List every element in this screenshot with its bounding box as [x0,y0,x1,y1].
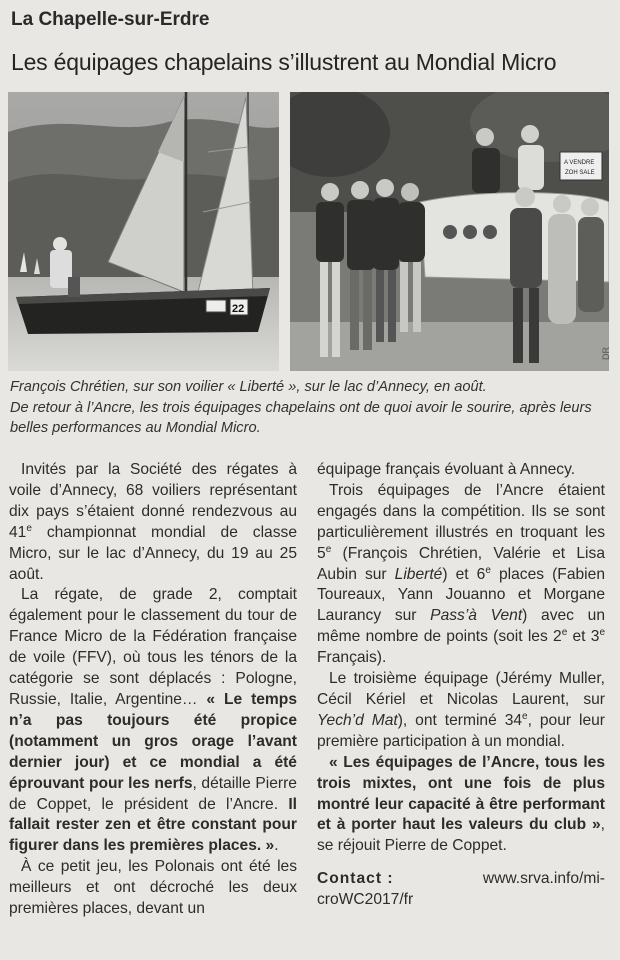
paragraph-4: Trois équipages de l’Ancre étaient engagés dans la compétition. Ils se sont particulièrement illustrés en troquant les 5e (François Chrétien, Valérie et Lisa Aubin sur Liberté) et 6e places (Fabien Toureaux, Yann Jouanno et Morgane Laurancy sur Pass’à Vent) avec un même nombre de points (soit les 2e et 3e Français). [317,481,605,667]
paragraph-1: Invités par la Société des régates à voile d’Annecy, 68 voiliers représentant dix pays s’étaient donné rendezvous au 41e championnat mondial de classe Micro, sur le lac d’Annecy, du 19 au 25 août. [9,461,297,583]
article-headline: Les équipages chapelains s’illustrent au Mondial Micro [11,49,557,75]
paragraph-6: « Les équipages de l’Ancre, tous les trois mixtes, ont une fois de plus montré leur capacité à être performant et à porter haut les valeurs du club », se réjouit Pierre de Coppet. [317,753,605,855]
section-kicker: La Chapelle-sur-Erdre [11,9,210,30]
photo-sailboat [8,92,279,371]
photo-caption [10,377,610,439]
boat-number: 22 [232,303,245,315]
article-column-right [317,460,605,911]
svg-text:ZOH SALE: ZOH SALE [565,170,595,176]
contact-url: www.srva.info/mi- [482,870,605,888]
photo-credit: DR [601,347,611,360]
paragraph-3: À ce petit jeu, les Polonais ont été les meilleurs et ont décroché les deux premières places, devant un [9,858,297,918]
contact-label: Contact : [317,870,394,888]
caption-line-1: François Chrétien, sur son voilier « Liberté », sur le lac d’Annecy, en août. [10,379,487,395]
contact-url-continued: croWC2017/fr [317,891,414,909]
paragraph-5: Le troisième équipage (Jérémy Muller, Cécil Kériel et Nicolas Laurent, sur Yech’d Mat), ont terminé 34e, pour leur première participation à un mondial. [317,670,605,750]
paragraph-3-continued: équipage français évoluant à Annecy. [317,461,576,478]
svg-text:A VENDRE: A VENDRE [564,160,595,166]
paragraph-2: La régate, de grade 2, comptait également pour le classement du tour de France Micro de la Fédération française de voile (FFV), où tous les ténors de la catégorie se sont déplacés : Pologne, Russie, Italie, Argentine… « Le temps n’a pas toujours été propice (notamment un gros orage l’avant dernier jour) et ce mondial a été éprouvant pour les nerfs, détaille Pierre de Coppet, le président de l’Ancre. Il fallait rester zen et être constant pour figurer dans les premières places. ». [9,586,297,855]
caption-line-2: De retour à l’Ancre, les trois équipages chapelains ont de quoi avoir le sourire, après leurs belles performances au Mondial Micro. [10,399,592,436]
article-column-left [9,460,297,920]
contact-line [317,869,605,890]
photo-crews [290,92,609,371]
